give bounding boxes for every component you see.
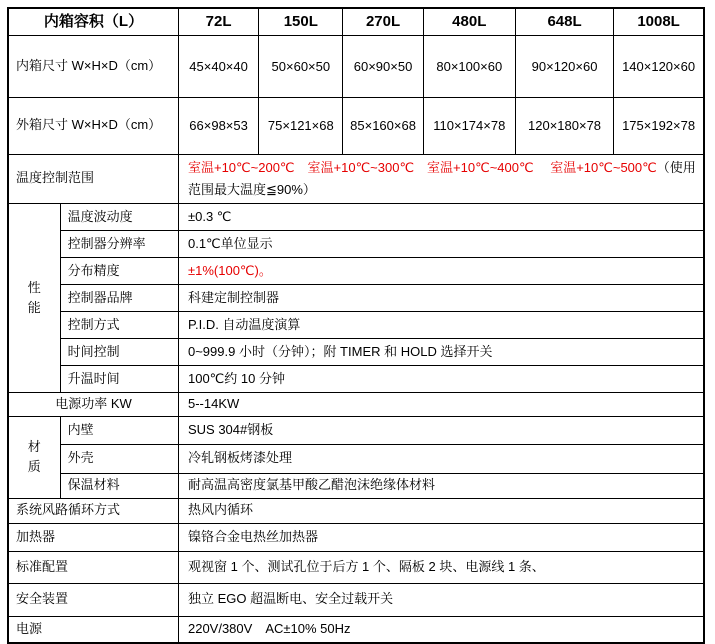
inner-size-label: 内箱尺寸 W×H×D（cm）: [8, 35, 178, 97]
material-value-inner-wall: SUS 304#钢板: [178, 416, 704, 444]
inner-size-value: 50×60×50: [259, 35, 343, 97]
air-circulation-value: 热风内循环: [178, 498, 704, 523]
material-group-label: 材质: [8, 416, 60, 498]
inner-size-row: [8, 35, 704, 97]
outer-size-value: 110×174×78: [423, 97, 515, 154]
material-label-inner-wall: 内壁: [60, 416, 178, 444]
safety-device-label: 安全装置: [8, 583, 178, 616]
material-row: [8, 444, 704, 473]
performance-row: [8, 284, 704, 311]
perf-label-control-method: 控制方式: [60, 311, 178, 338]
inner-size-value: 60×90×50: [343, 35, 423, 97]
power-supply-value: 220V/380V AC±10% 50Hz: [178, 616, 704, 643]
temp-range-row: [8, 154, 704, 203]
spec-table: [7, 7, 705, 644]
material-label-shell: 外壳: [60, 444, 178, 473]
performance-row: [8, 365, 704, 392]
standard-config-label: 标准配置: [8, 551, 178, 583]
power-rating-row: [8, 392, 704, 416]
perf-value-fluctuation: ±0.3 ℃: [178, 203, 704, 230]
power-rating-value: 5--14KW: [178, 392, 704, 416]
air-circulation-label: 系统风路循环方式: [8, 498, 178, 523]
perf-value-resolution: 0.1℃单位显示: [178, 230, 704, 257]
perf-value-timer-control: 0~999.9 小时（分钟）；附 TIMER 和 HOLD 选择开关: [178, 338, 704, 365]
perf-label-fluctuation: 温度波动度: [60, 203, 178, 230]
header-row: [8, 8, 704, 35]
temp-range-label: 温度控制范围: [8, 154, 178, 203]
column-header-150l: 150L: [259, 8, 343, 35]
standard-config-value: 观视窗 1 个、测试孔位于后方 1 个、隔板 2 块、电源线 1 条、: [178, 551, 704, 583]
outer-size-value: 66×98×53: [178, 97, 258, 154]
outer-size-value: 85×160×68: [343, 97, 423, 154]
capacity-header-cell: 内箱容积（L）: [8, 8, 178, 35]
column-header-480l: 480L: [423, 8, 515, 35]
column-header-648l: 648L: [515, 8, 613, 35]
perf-label-timer-control: 时间控制: [60, 338, 178, 365]
air-circulation-row: [8, 498, 704, 523]
heater-label: 加热器: [8, 523, 178, 551]
material-label-insulation: 保温材料: [60, 473, 178, 498]
perf-label-controller-brand: 控制器品牌: [60, 284, 178, 311]
perf-label-distribution: 分布精度: [60, 257, 178, 284]
material-value-insulation: 耐高温高密度氯基甲酸乙醋泡沫绝缘体材料: [178, 473, 704, 498]
outer-size-value: 75×121×68: [259, 97, 343, 154]
inner-size-value: 90×120×60: [515, 35, 613, 97]
performance-row: [8, 338, 704, 365]
outer-size-row: [8, 97, 704, 154]
material-value-shell: 冷轧钢板烤漆处理: [178, 444, 704, 473]
power-supply-row: [8, 616, 704, 643]
inner-size-value: 45×40×40: [178, 35, 258, 97]
heater-value: 镍铬合金电热丝加热器: [178, 523, 704, 551]
material-row: [8, 416, 704, 444]
performance-row: [8, 230, 704, 257]
material-row: [8, 473, 704, 498]
performance-row: [8, 257, 704, 284]
perf-value-distribution: ±1%(100℃)。: [178, 257, 704, 284]
temp-range-note: （使用范围最大温度≦90%）: [187, 159, 696, 197]
temp-range-value: [178, 154, 704, 203]
perf-value-controller-brand: 科建定制控制器: [178, 284, 704, 311]
perf-label-heatup-time: 升温时间: [60, 365, 178, 392]
perf-value-control-method: P.I.D. 自动温度演算: [178, 311, 704, 338]
power-rating-label: 电源功率 KW: [8, 392, 178, 416]
power-supply-label: 电源: [8, 616, 178, 643]
outer-size-label: 外箱尺寸 W×H×D（cm）: [8, 97, 178, 154]
performance-row: [8, 311, 704, 338]
standard-config-row: [8, 551, 704, 583]
performance-row: [8, 203, 704, 230]
inner-size-value: 80×100×60: [423, 35, 515, 97]
column-header-1008l: 1008L: [614, 8, 704, 35]
safety-device-row: [8, 583, 704, 616]
perf-label-resolution: 控制器分辨率: [60, 230, 178, 257]
temp-range-red-text: 室温+10℃~200℃ 室温+10℃~300℃ 室温+10℃~400℃ 室温+10℃~500℃: [187, 159, 657, 175]
column-header-270l: 270L: [343, 8, 423, 35]
safety-device-value: 独立 EGO 超温断电、安全过载开关: [178, 583, 704, 616]
outer-size-value: 120×180×78: [515, 97, 613, 154]
outer-size-value: 175×192×78: [614, 97, 704, 154]
performance-group-label: 性能: [8, 203, 60, 392]
column-header-72l: 72L: [178, 8, 258, 35]
inner-size-value: 140×120×60: [614, 35, 704, 97]
perf-value-heatup-time: 100℃约 10 分钟: [178, 365, 704, 392]
heater-row: [8, 523, 704, 551]
